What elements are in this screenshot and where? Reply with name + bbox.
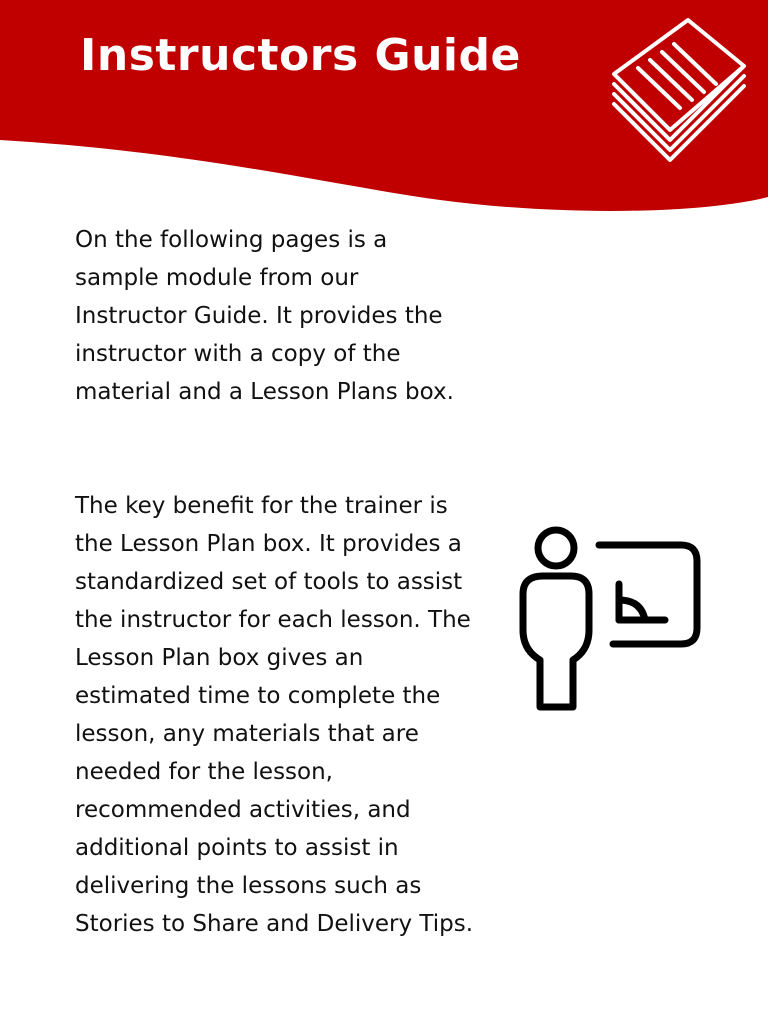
page-title: Instructors Guide [80, 30, 521, 81]
stacked-papers-icon [604, 14, 754, 174]
instructor-at-board-icon [515, 520, 705, 715]
intro-paragraph: On the following pages is a sample module from our Instructor Guide. It provides the instructor with a copy of the material and a Lesson Plans box. [75, 227, 454, 405]
benefit-paragraph: The key benefit for the trainer is the Lesson Plan box. It provides a standardized set of tools to assist the instructor for each lesson. The Lesson Plan box gives an estimated time to complete the lesson, any materials that are needed for the lesson, recommended activities, and additional points to assist in delivering the lessons such as Stories to Share and Delivery Tips. [75, 493, 474, 937]
